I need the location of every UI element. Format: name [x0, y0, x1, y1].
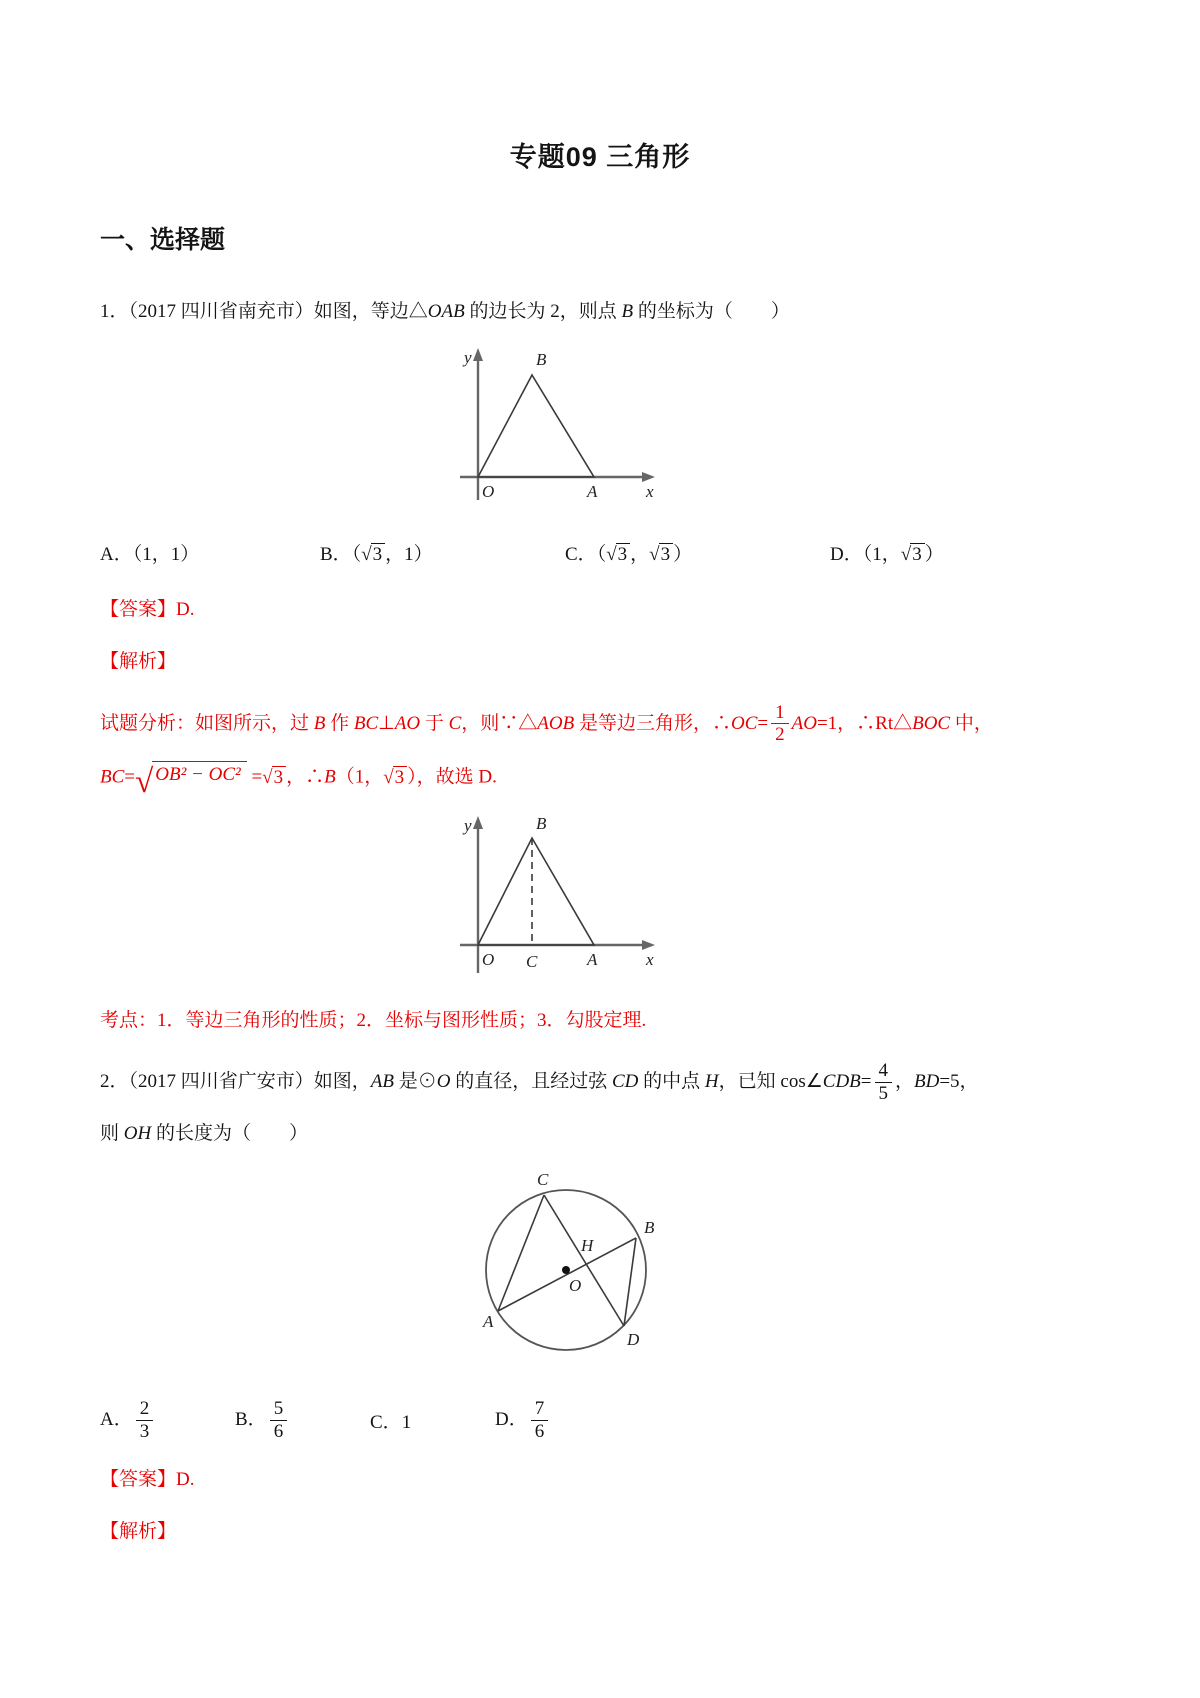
sqrt-3: [606, 543, 630, 566]
analysis-text: 作: [325, 712, 354, 734]
q1-figure-2: [55, 813, 1055, 987]
label-h: H: [580, 1235, 593, 1255]
q1-option-a-value: （1，1）: [132, 543, 200, 565]
radicand: 3: [659, 543, 674, 566]
q1-option-d: [830, 539, 944, 566]
q1-stem-text: 1．（2017 四川省南充市）如图，等边△: [100, 301, 428, 322]
q1-option-d-label: D．: [830, 543, 863, 565]
label-b: B: [643, 1217, 654, 1237]
sqrt-3: [361, 543, 385, 566]
fraction-denominator: 6: [534, 1420, 545, 1442]
q2-options: [100, 1399, 1100, 1442]
q1-figure-1: [55, 345, 1055, 519]
analysis-text: ，∴: [286, 766, 325, 788]
q1-answer-line: [100, 596, 1100, 625]
fraction-2-3: [136, 1399, 154, 1442]
label-a: A: [482, 1311, 493, 1331]
radical-sign: √: [361, 543, 372, 565]
analysis-text: ，则∵△: [461, 712, 538, 734]
math-var: OH: [123, 1123, 152, 1145]
analysis-text: 试题分析：如图所示，过: [100, 712, 314, 734]
fraction-numerator: 1: [771, 703, 789, 725]
analysis-label: 【解析】: [100, 651, 177, 672]
fraction-4-5: [875, 1061, 893, 1104]
analysis-text: 是等边三角形，∴: [574, 712, 731, 734]
math-var: H: [704, 1071, 719, 1093]
math-var: CDB: [822, 1071, 861, 1093]
q1-option-d-pre: （1，: [862, 543, 901, 565]
radicand: 3: [371, 543, 386, 566]
radicand: 3: [616, 543, 631, 566]
q2-option-b-label: B．: [235, 1408, 267, 1430]
analysis-text: ⊥: [378, 712, 395, 734]
triangle-axes-dashed-diagram: [448, 813, 663, 981]
triangle-axes-diagram: [448, 345, 663, 513]
q1-options: [100, 539, 1100, 566]
analysis-text: ），故选 D.: [407, 766, 497, 788]
q1-option-c-mid: ，: [630, 543, 650, 565]
fraction-5-6: [270, 1399, 288, 1442]
q2-option-c-value: 1: [401, 1411, 412, 1433]
q2-answer-line: [100, 1466, 1100, 1495]
label-b: B: [535, 813, 546, 833]
label-a: A: [586, 481, 597, 501]
q2-option-d: [495, 1399, 551, 1442]
fraction-denominator: 3: [139, 1420, 150, 1442]
q1-option-b-label: B．: [320, 543, 352, 565]
q1-answer-value: D.: [176, 598, 195, 620]
q2-stem-text: =: [860, 1071, 872, 1093]
math-var: BC: [100, 766, 125, 788]
label-x: x: [645, 949, 654, 969]
analysis-text: =: [124, 766, 135, 788]
label-o: O: [481, 481, 494, 501]
x-axis-arrow: [642, 940, 655, 950]
math-var: AB: [370, 1071, 394, 1093]
fraction-numerator: 5: [270, 1399, 288, 1421]
fraction-denominator: 5: [878, 1083, 888, 1105]
chord-ac: [498, 1195, 544, 1311]
sqrt-3: [649, 543, 673, 566]
q1-option-c-label: C．: [565, 543, 597, 565]
q2-stem-text: ，已知 cos∠: [718, 1071, 823, 1093]
sqrt-3: [383, 763, 407, 793]
answer-label: 【答案】: [100, 598, 177, 620]
q2-stem-text: ，: [895, 1071, 915, 1093]
radicand: 3: [272, 766, 287, 789]
math-var: B: [313, 712, 326, 734]
q2-stem-text: 的长度为（ ）: [151, 1123, 308, 1145]
fraction-1-2: [771, 703, 789, 746]
q1-analysis-paragraph-2: [100, 761, 1100, 800]
sqrt-3: [262, 763, 286, 793]
diameter-ab: [498, 1235, 636, 1311]
q2-analysis-label: [100, 1518, 1100, 1547]
q2-stem-text: 是⊙: [393, 1071, 437, 1093]
q2-option-c: [370, 1407, 495, 1434]
q2-option-b: [235, 1399, 370, 1442]
fraction-7-6: [531, 1399, 549, 1442]
q1-option-d-post: ）: [924, 543, 944, 565]
q2-stem-line-1: [100, 1061, 1100, 1104]
label-c: C: [536, 1169, 548, 1189]
analysis-text: =: [246, 766, 263, 788]
radical-sign: √: [383, 766, 394, 788]
radical-sign: √: [649, 543, 660, 565]
label-b: B: [535, 349, 546, 369]
fraction-denominator: 2: [775, 724, 785, 746]
q2-figure: [70, 1167, 1070, 1385]
q1-option-c: [565, 539, 830, 566]
analysis-text: =1，∴Rt△: [816, 712, 913, 734]
page-title: 专题09 三角形: [509, 142, 691, 172]
sqrt-ob2-minus-oc2: [135, 761, 247, 800]
math-var: O: [436, 1071, 451, 1093]
radical-sign: √: [262, 766, 273, 788]
q1-var-b: B: [621, 301, 634, 322]
radical-sign: √: [606, 543, 617, 565]
label-y: y: [463, 815, 472, 835]
q1-option-a-label: A．: [100, 543, 133, 565]
y-axis-arrow: [473, 348, 483, 361]
y-axis-arrow: [473, 816, 483, 829]
math-var: BD: [914, 1071, 940, 1093]
q1-option-b-post: ，1）: [385, 543, 433, 565]
q1-stem-text: 的坐标为（ ）: [633, 301, 790, 322]
fraction-denominator: 6: [273, 1420, 284, 1442]
label-c: C: [525, 951, 537, 971]
label-o: O: [481, 949, 494, 969]
radicand: 3: [910, 543, 925, 566]
q2-answer-value: D.: [176, 1468, 195, 1490]
q2-stem-text: 的中点: [638, 1071, 705, 1093]
radicand: 3: [393, 766, 408, 789]
math-var: B: [324, 766, 336, 788]
center-dot: [562, 1266, 570, 1274]
q2-option-a-label: A．: [100, 1408, 133, 1430]
radical-sign: √: [135, 762, 154, 800]
label-y: y: [463, 347, 472, 367]
q1-option-c-post: ）: [673, 543, 693, 565]
analysis-text: 中，: [950, 712, 993, 734]
x-axis-arrow: [642, 472, 655, 482]
q1-var-oab: OAB: [427, 301, 465, 322]
sqrt-3: [901, 543, 925, 566]
chord-cd: [544, 1195, 624, 1326]
radicand: OB² − OC²: [152, 761, 246, 786]
fraction-numerator: 4: [875, 1061, 893, 1083]
math-var: BC: [353, 712, 379, 734]
triangle-oab: [478, 375, 594, 477]
q1-option-a: [100, 539, 320, 566]
q1-analysis-paragraph-1: [100, 703, 1100, 746]
math-var: C: [448, 712, 462, 734]
section-heading: 一、选择题: [100, 226, 226, 254]
q2-stem-text: 2．（2017 四川省广安市）如图，: [100, 1071, 371, 1093]
q1-analysis-label: [100, 648, 1100, 677]
math-var: BOC: [912, 712, 951, 734]
q1-keypoints: [100, 1007, 1100, 1036]
math-var: AOB: [537, 712, 575, 734]
q1-option-c-pre: （: [596, 543, 607, 565]
q1-stem: [100, 298, 1100, 327]
q2-stem-text: 的直径，且经过弦: [450, 1071, 612, 1093]
q2-stem-line-2: [100, 1120, 1100, 1149]
circle-diagram: [463, 1167, 678, 1379]
q1-option-b-pre: （: [351, 543, 362, 565]
math-var: AO: [394, 712, 421, 734]
q2-option-c-label: C．: [370, 1411, 402, 1433]
analysis-label: 【解析】: [100, 1521, 177, 1543]
fraction-numerator: 2: [136, 1399, 154, 1421]
label-x: x: [645, 481, 654, 501]
analysis-text: =: [757, 712, 769, 734]
keypoints-text: 考点：1．等边三角形的性质；2．坐标与图形性质；3．勾股定理.: [100, 1009, 647, 1031]
math-var: AO: [791, 712, 817, 734]
label-o: O: [568, 1275, 581, 1295]
triangle-oab: [478, 838, 594, 945]
answer-label: 【答案】: [100, 1468, 177, 1490]
q2-option-d-label: D．: [495, 1408, 528, 1430]
q1-stem-text: 的边长为 2，则点: [464, 301, 622, 322]
label-d: D: [626, 1329, 639, 1349]
math-var: OC: [730, 712, 758, 734]
radical-sign: √: [900, 543, 912, 565]
math-var: CD: [612, 1071, 639, 1093]
q2-option-a: [100, 1399, 235, 1442]
analysis-text: （1，: [335, 766, 384, 788]
q2-stem-text: 则: [100, 1123, 124, 1145]
analysis-text: 于: [420, 712, 449, 734]
label-a: A: [586, 949, 597, 969]
q2-stem-text: =5，: [939, 1071, 979, 1093]
q1-option-b: [320, 539, 565, 566]
fraction-numerator: 7: [531, 1399, 549, 1421]
